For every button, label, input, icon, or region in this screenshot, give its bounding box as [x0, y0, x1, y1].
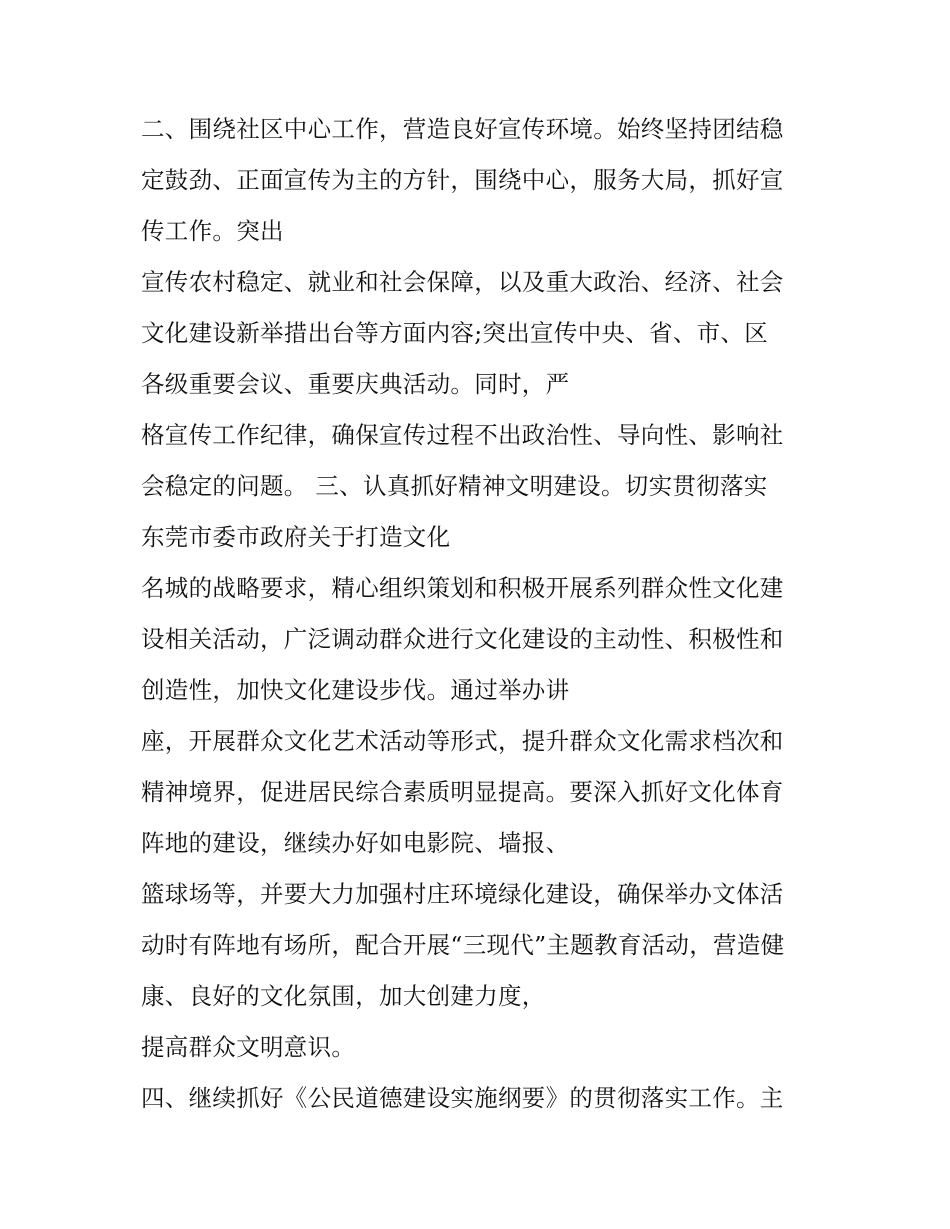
- text-line: 定鼓劲、正面宣传为主的方针，围绕中心，服务大局，抓好宣: [141, 166, 784, 194]
- text-line: 会稳定的问题。 三、认真抓好精神文明建设。切实贯彻落实: [141, 472, 768, 500]
- text-line: 设相关活动，广泛调动群众进行文化建设的主动性、积极性和: [141, 625, 784, 653]
- text-line: 各级重要会议、重要庆典活动。同时，严: [141, 370, 570, 398]
- text-line: 提高群众文明意识。: [141, 1033, 356, 1061]
- text-line: 东莞市委市政府关于打造文化: [141, 523, 451, 551]
- text-line: 文化建设新举措出台等方面内容;突出宣传中央、省、市、区: [141, 319, 769, 347]
- text-line: 康、良好的文化氛围，加大创建力度，: [141, 982, 546, 1010]
- text-line: 座，开展群众文化艺术活动等形式，提升群众文化需求档次和: [141, 727, 784, 755]
- text-line: 四、继续抓好《公民道德建设实施纲要》的贯彻落实工作。主: [141, 1084, 784, 1112]
- text-line: 名城的战略要求，精心组织策划和积极开展系列群众性文化建: [141, 574, 784, 602]
- text-line: 动时有阵地有场所，配合开展“三现代”主题教育活动，营造健: [141, 931, 785, 959]
- text-line: 阵地的建设，继续办好如电影院、墙报、: [141, 829, 570, 857]
- text-line: 格宣传工作纪律，确保宣传过程不出政治性、导向性、影响社: [141, 421, 784, 449]
- text-line: 传工作。突出: [141, 217, 284, 245]
- text-line: 创造性，加快文化建设步伐。通过举办讲: [141, 676, 570, 704]
- text-line: 篮球场等，并要大力加强村庄环境绿化建设，确保举办文体活: [141, 880, 784, 908]
- text-line: 精神境界，促进居民综合素质明显提高。要深入抓好文化体育: [141, 778, 784, 806]
- document-body: [141, 104, 821, 1124]
- text-line: 宣传农村稳定、就业和社会保障，以及重大政治、经济、社会: [141, 268, 784, 296]
- text-line: 二、围绕社区中心工作，营造良好宣传环境。始终坚持团结稳: [141, 115, 784, 143]
